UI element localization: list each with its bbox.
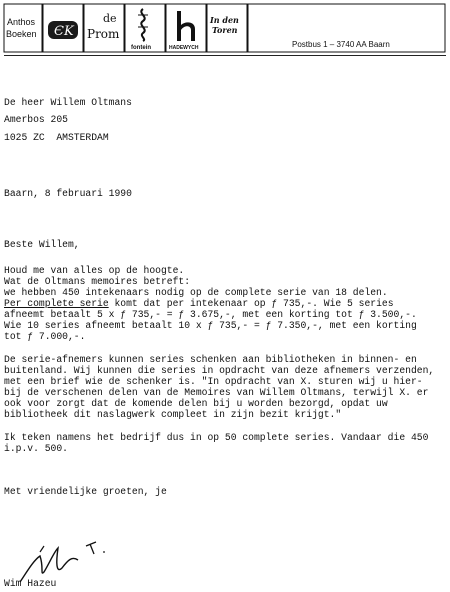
publisher-address: Postbus 1 – 3740 AA Baarn	[292, 40, 390, 49]
letterhead	[3, 3, 447, 55]
body-line: tot ƒ 7.000,-.	[4, 331, 86, 342]
de-prom-line-1: de	[103, 12, 117, 25]
fontein-label: fontein	[131, 45, 151, 51]
ek-monogram-logo	[43, 4, 83, 52]
recipient-city-line	[4, 132, 132, 143]
de-prom-logo	[84, 4, 124, 52]
body-line: Houd me van alles op de hoogte.	[4, 265, 185, 276]
svg-text:ЄK: ЄK	[54, 24, 74, 39]
signer-name: Wim Hazeu	[4, 578, 57, 589]
body-line: Ik teken namens het bedrijf dus in op 50 complete series. Vandaar die 450	[4, 432, 429, 443]
fontein-logo	[125, 4, 165, 52]
in-den-toren-logo	[207, 4, 247, 52]
toren-line-2: Toren	[212, 25, 238, 35]
body-line: i.p.v. 500.	[4, 443, 68, 454]
body-line-underlined	[4, 298, 434, 309]
salutation: Beste Willem,	[4, 239, 80, 250]
body-line: afneemt betaalt 5 x ƒ 735,- = ƒ 3.675,-, met een korting tot ƒ 3.500,-.	[4, 309, 417, 320]
letter-body	[4, 265, 434, 454]
recipient-name: De heer Willem Oltmans	[4, 97, 132, 108]
recipient-city: AMSTERDAM	[56, 132, 109, 143]
letter-date: Baarn, 8 februari 1990	[4, 188, 132, 199]
closing: Met vriendelijke groeten, je	[4, 486, 167, 497]
anthos-logo-line-1: Anthos	[7, 17, 36, 27]
toren-line-1: In den	[210, 15, 239, 25]
body-line: ook voor zorgt dat de komende delen bij u worden bezorgd, opdat uw	[4, 398, 388, 409]
body-line: we hebben 450 intekenaars nodig op de complete serie van 18 delen.	[4, 287, 388, 298]
de-prom-line-2: Prom	[87, 27, 120, 41]
body-line: Wie 10 series afneemt betaalt 10 x ƒ 735,- = ƒ 7.350,-, met een korting	[4, 320, 417, 331]
body-line: De serie-afnemers kunnen series schenken aan bibliotheken in binnen- en	[4, 354, 417, 365]
anthos-logo-line-2: Boeken	[6, 29, 37, 39]
body-line: Wat de Oltmans memoires betreft:	[4, 276, 191, 287]
hadewych-label: HADEWYCH	[169, 45, 199, 51]
recipient-street: Amerbos 205	[4, 114, 68, 125]
body-line: buitenland. Wij kunnen die series in opdracht van deze afnemers verzenden,	[4, 365, 435, 376]
anthos-boeken-logo	[4, 4, 42, 52]
recipient-postcode: 1025 ZC	[4, 132, 45, 143]
publisher-address-box	[248, 4, 445, 52]
body-line-rest: komt dat per intekenaar op ƒ 735,-. Wie 5 series	[108, 298, 394, 309]
letterhead-rule	[4, 55, 446, 56]
body-line: met een brief wie de schenker is. "In opdracht van X. sturen wij u hier-	[4, 376, 423, 387]
body-line: bibliotheek dit naslagwerk compleet in zijn bezit krijgt."	[4, 409, 342, 420]
hadewych-logo	[166, 4, 206, 52]
recipient-address	[4, 97, 132, 143]
body-line: bij de verschenen delen van de Memoires van Willem Oltmans, terwijl X. er	[4, 387, 429, 398]
underlined-phrase: Per complete serie	[4, 298, 109, 309]
